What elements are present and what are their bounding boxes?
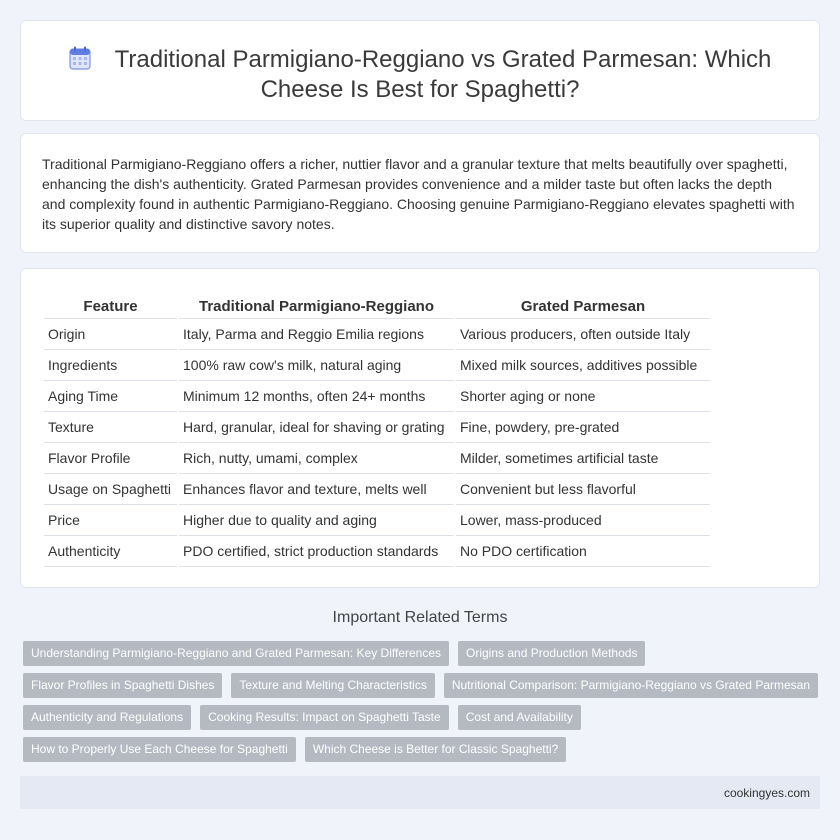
related-term-tag[interactable]: How to Properly Use Each Cheese for Spaghetti bbox=[23, 737, 296, 762]
parmigiano-cell: Enhances flavor and texture, melts well bbox=[179, 474, 454, 505]
related-term-tag[interactable]: Cost and Availability bbox=[458, 705, 581, 730]
grated-cell: Convenient but less flavorful bbox=[456, 474, 710, 505]
calendar-icon bbox=[69, 46, 91, 70]
parmigiano-cell: PDO certified, strict production standards bbox=[179, 536, 454, 567]
feature-cell: Origin bbox=[44, 319, 177, 350]
parmigiano-cell: Minimum 12 months, often 24+ months bbox=[179, 381, 454, 412]
parmigiano-cell: Rich, nutty, umami, complex bbox=[179, 443, 454, 474]
grated-cell: Mixed milk sources, additives possible bbox=[456, 350, 710, 381]
related-term-tag[interactable]: Texture and Melting Characteristics bbox=[231, 673, 434, 698]
feature-cell: Price bbox=[44, 505, 177, 536]
feature-cell: Authenticity bbox=[44, 536, 177, 567]
related-term-tag[interactable]: Flavor Profiles in Spaghetti Dishes bbox=[23, 673, 222, 698]
grated-cell: Milder, sometimes artificial taste bbox=[456, 443, 710, 474]
grated-cell: Lower, mass-produced bbox=[456, 505, 710, 536]
related-term-tag[interactable]: Nutritional Comparison: Parmigiano-Reggiano vs Grated Parmesan bbox=[444, 673, 818, 698]
summary-card bbox=[20, 133, 820, 253]
table-row bbox=[44, 350, 710, 381]
table-row bbox=[44, 474, 710, 505]
table-row bbox=[44, 536, 710, 567]
parmigiano-cell: Hard, granular, ideal for shaving or grating bbox=[179, 412, 454, 443]
grated-cell: Various producers, often outside Italy bbox=[456, 319, 710, 350]
feature-cell: Texture bbox=[44, 412, 177, 443]
tag-row bbox=[23, 673, 823, 705]
related-term-tag[interactable]: Which Cheese is Better for Classic Spaghetti? bbox=[305, 737, 566, 762]
table-row bbox=[44, 412, 710, 443]
footer-site-link[interactable]: cookingyes.com bbox=[723, 786, 810, 800]
related-term-tag[interactable]: Understanding Parmigiano-Reggiano and Grated Parmesan: Key Differences bbox=[23, 641, 449, 666]
header-card bbox=[20, 20, 820, 121]
feature-cell: Ingredients bbox=[44, 350, 177, 381]
grated-cell: No PDO certification bbox=[456, 536, 710, 567]
related-term-tag[interactable]: Authenticity and Regulations bbox=[23, 705, 191, 730]
parmigiano-cell: Higher due to quality and aging bbox=[179, 505, 454, 536]
comparison-table bbox=[42, 295, 712, 567]
related-terms-list bbox=[23, 641, 823, 769]
column-header-parmigiano: Traditional Parmigiano-Reggiano bbox=[179, 295, 454, 319]
tag-row bbox=[23, 705, 823, 737]
feature-cell: Flavor Profile bbox=[44, 443, 177, 474]
tag-row bbox=[23, 737, 823, 769]
footer bbox=[20, 776, 820, 809]
grated-cell: Fine, powdery, pre-grated bbox=[456, 412, 710, 443]
summary-text: Traditional Parmigiano-Reggiano offers a richer, nuttier flavor and a granular texture that melts beautifully over spaghetti, enhancing the dish's authenticity. Grated Parmesan provides convenience and a milder taste but often lacks the depth and complexity found in authentic Parmigiano-Reggiano. Choosing genuine Parmigiano-Reggiano elevates spaghetti with its superior quality and distinctive savory notes. bbox=[42, 156, 795, 232]
table-row bbox=[44, 505, 710, 536]
related-terms-heading: Important Related Terms bbox=[332, 609, 508, 626]
comparison-table-card bbox=[20, 268, 820, 588]
feature-cell: Usage on Spaghetti bbox=[44, 474, 177, 505]
table-header-row bbox=[44, 295, 710, 319]
page-title bbox=[21, 45, 819, 105]
parmigiano-cell: 100% raw cow's milk, natural aging bbox=[179, 350, 454, 381]
column-header-feature: Feature bbox=[44, 295, 177, 319]
feature-cell: Aging Time bbox=[44, 381, 177, 412]
table-row bbox=[44, 443, 710, 474]
table-row bbox=[44, 381, 710, 412]
grated-cell: Shorter aging or none bbox=[456, 381, 710, 412]
parmigiano-cell: Italy, Parma and Reggio Emilia regions bbox=[179, 319, 454, 350]
title-line-1: Traditional Parmigiano-Reggiano vs Grated Parmesan: Which bbox=[114, 46, 772, 73]
related-term-tag[interactable]: Cooking Results: Impact on Spaghetti Taste bbox=[200, 705, 449, 730]
table-row bbox=[44, 319, 710, 350]
related-term-tag[interactable]: Origins and Production Methods bbox=[458, 641, 645, 666]
column-header-grated: Grated Parmesan bbox=[456, 295, 710, 319]
tag-row bbox=[23, 641, 823, 673]
title-line-2: Cheese Is Best for Spaghetti? bbox=[260, 76, 580, 103]
